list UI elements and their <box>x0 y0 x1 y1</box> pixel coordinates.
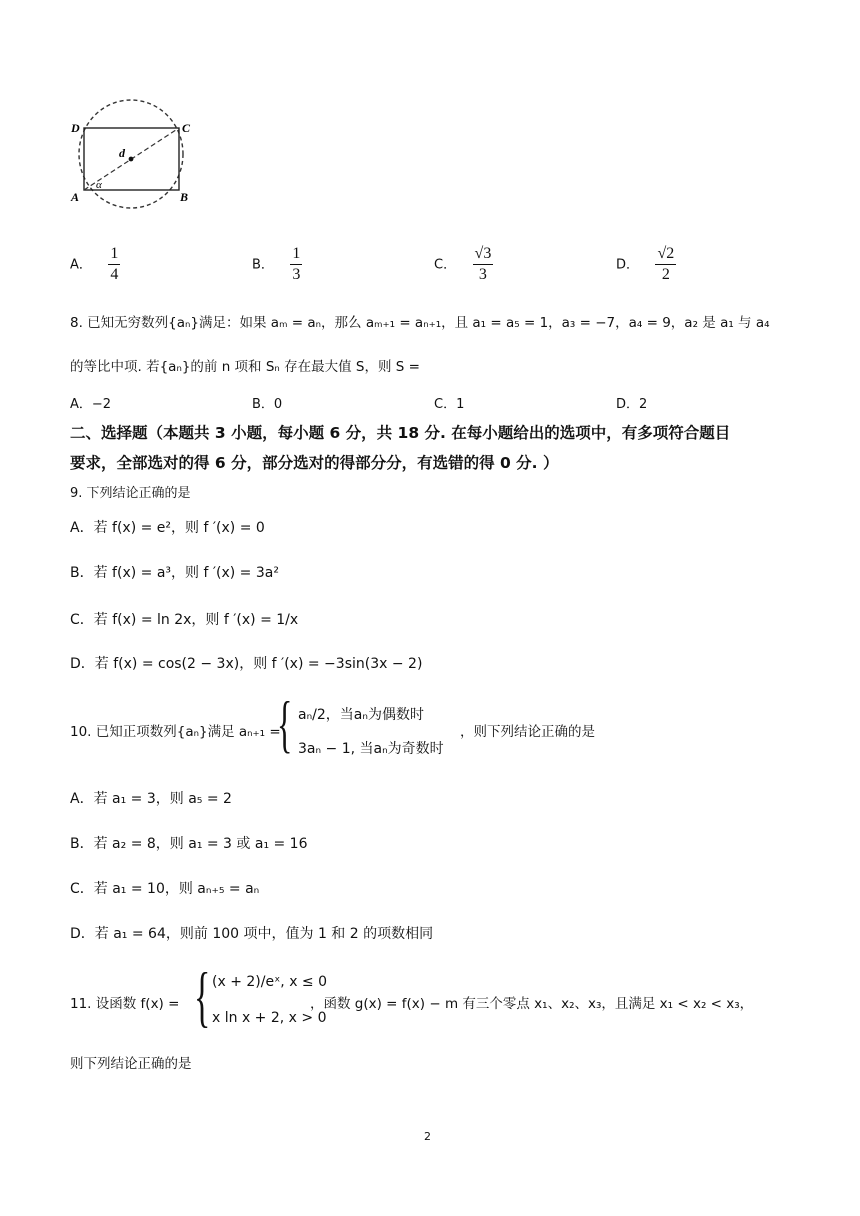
q8-stem-line2: 的等比中项. 若{aₙ}的前 n 项和 Sₙ 存在最大值 S，则 S = <box>70 359 420 375</box>
q11-stem-line2: 则下列结论正确的是 <box>70 1056 192 1072</box>
section-heading-line1: 二、选择题（本题共 3 小题，每小题 6 分，共 18 分. 在每小题给出的选项中，有多项符合题目 <box>70 424 731 442</box>
label-alpha: α <box>96 179 102 191</box>
q9-option-b[interactable]: B．若 f(x) = a³，则 f ′(x) = 3a² <box>70 565 279 581</box>
label-D: D <box>71 121 80 135</box>
q11-prefix: 11. 设函数 f(x) = <box>70 996 180 1012</box>
q10-option-b[interactable]: B．若 a₂ = 8，则 a₁ = 3 或 a₁ = 16 <box>70 836 308 852</box>
option-label: C． <box>434 257 457 273</box>
q11-case2: x ln x + 2, x > 0 <box>212 1010 327 1026</box>
q10-option-c[interactable]: C．若 a₁ = 10，则 aₙ₊₅ = aₙ <box>70 881 260 897</box>
section-heading-line2: 要求，全部选对的得 6 分，部分选对的得部分分，有选错的得 0 分. ） <box>70 454 559 472</box>
brace-icon: { <box>277 688 293 759</box>
option-label: B． <box>252 257 274 273</box>
q9-option-d[interactable]: D．若 f(x) = cos(2 − 3x)，则 f ′(x) = −3sin(3x − 2) <box>70 656 423 672</box>
q8-option-c[interactable]: C．1 <box>434 397 465 412</box>
q10-option-a[interactable]: A．若 a₁ = 3，则 a₅ = 2 <box>70 791 232 807</box>
q9-option-a[interactable]: A．若 f(x) = e²，则 f ′(x) = 0 <box>70 520 265 536</box>
q9-option-c[interactable]: C．若 f(x) = ln 2x，则 f ′(x) = 1/x <box>70 612 299 628</box>
q7-option-b[interactable] <box>252 244 302 285</box>
q7-option-a[interactable] <box>70 244 120 285</box>
q9-stem: 9. 下列结论正确的是 <box>70 486 191 501</box>
fraction: $\frac{√3}{3}$ <box>474 245 492 283</box>
circumcircle <box>79 100 183 208</box>
fraction: $\frac{1}{4}$ <box>110 245 119 283</box>
q8-option-d[interactable]: D．2 <box>616 397 648 412</box>
q10-case2: 3aₙ − 1, 当aₙ为奇数时 <box>298 741 444 757</box>
q10-option-d[interactable]: D．若 a₁ = 64，则前 100 项中，值为 1 和 2 的项数相同 <box>70 926 434 942</box>
center-dot <box>129 157 134 162</box>
q10-prefix: 10. 已知正项数列{aₙ}满足 aₙ₊₁ = <box>70 724 281 740</box>
page-number: 2 <box>424 1130 431 1143</box>
label-d: d <box>119 146 125 160</box>
label-C: C <box>182 121 191 135</box>
q8-stem-line1: 8. 已知无穷数列{aₙ}满足：如果 aₘ = aₙ，那么 aₘ₊₁ = aₙ₊₁，且 a₁ = a₅ = 1，a₃ = −7，a₄ = 9，a₂ 是 a₁ 与 a₄ <box>70 315 770 331</box>
q11-case1: (x + 2)/eˣ, x ≤ 0 <box>212 974 328 990</box>
geometry-figure <box>64 98 224 210</box>
fraction: $\frac{√2}{2}$ <box>657 245 675 283</box>
q11-suffix: ，函数 g(x) = f(x) − m 有三个零点 x₁、x₂、x₃，且满足 x₁ < x₂ < x₃， <box>310 996 754 1012</box>
q8-option-a[interactable]: A．−2 <box>70 397 112 412</box>
q7-option-d[interactable] <box>616 244 676 285</box>
label-A: A <box>71 190 80 204</box>
q10-case1: aₙ/2，当aₙ为偶数时 <box>298 707 424 723</box>
option-label: A． <box>70 257 92 273</box>
option-label: D． <box>616 257 640 273</box>
fraction: $\frac{1}{3}$ <box>292 245 301 283</box>
label-B: B <box>180 190 189 204</box>
q8-option-b[interactable]: B．0 <box>252 397 283 412</box>
q7-option-c[interactable] <box>434 244 493 285</box>
brace-icon: { <box>194 958 211 1034</box>
q10-suffix: ，则下列结论正确的是 <box>460 724 595 740</box>
